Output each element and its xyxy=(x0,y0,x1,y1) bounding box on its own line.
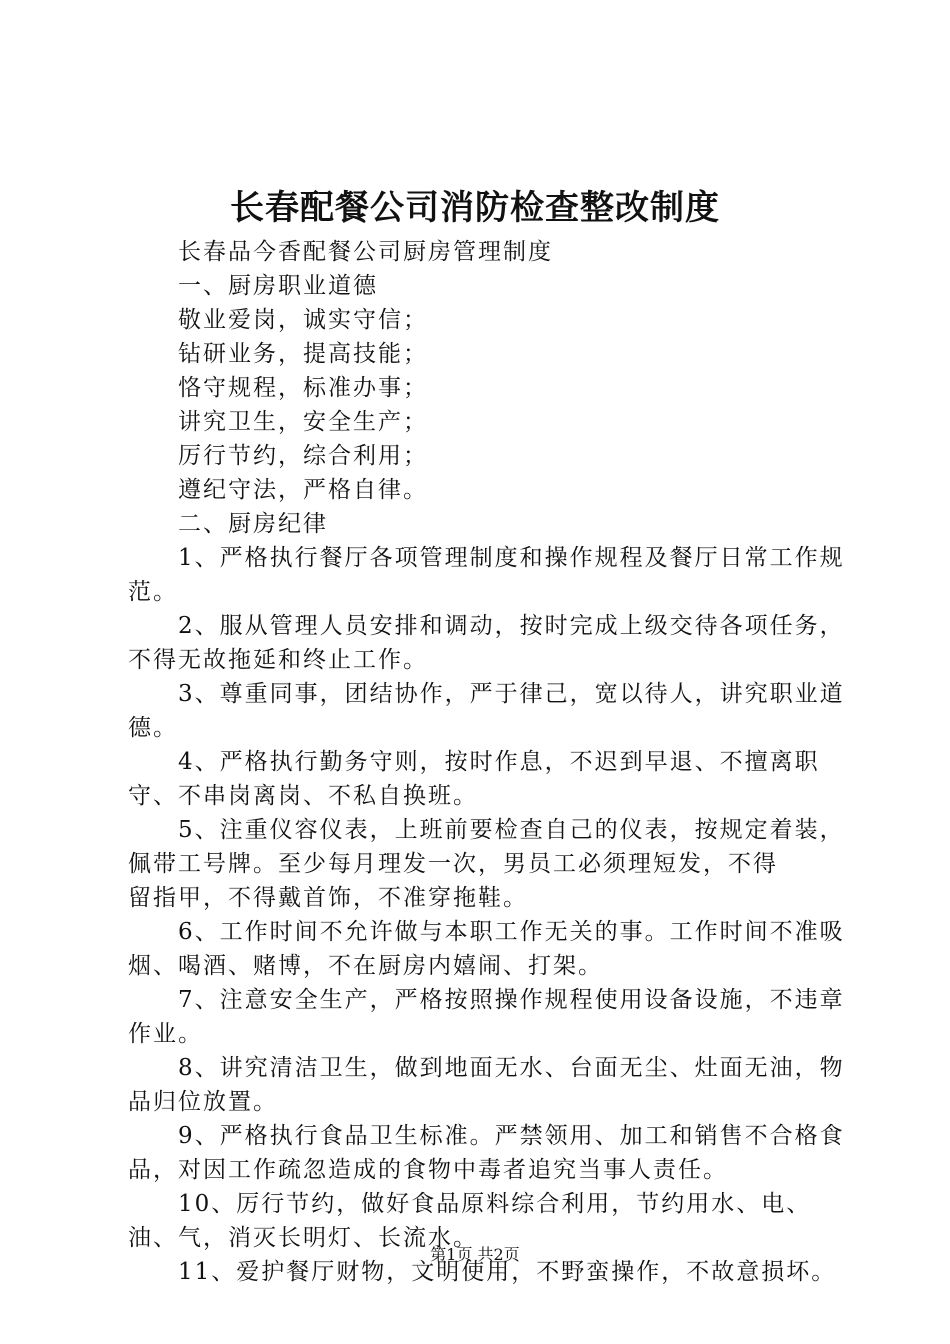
ethics-item: 厉行节约，综合利用； xyxy=(178,443,428,469)
page-footer: 第1页 共2页 xyxy=(430,1245,520,1264)
rule-item: 5、注重仪容仪表，上班前要检查自己的仪表，按规定着装，佩带工号牌。至少每月理发一次，男员工必须理短发，不得 xyxy=(128,817,845,877)
document-title: 长春配餐公司消防检查整改制度 xyxy=(230,188,720,228)
ethics-item: 敬业爱岗，诚实守信； xyxy=(178,307,428,333)
rule-item: 11、爱护餐厅财物，文明使用，不野蛮操作，不故意损坏。 xyxy=(178,1259,837,1285)
ethics-item: 遵纪守法，严格自律。 xyxy=(178,477,428,503)
ethics-item: 恪守规程，标准办事； xyxy=(178,375,428,401)
rule-item: 10、厉行节约，做好食品原料综合利用，节约用水、电、油、气，消灭长明灯、长流水。 xyxy=(128,1191,812,1251)
rule-item: 4、严格执行勤务守则，按时作息，不迟到早退、不擅离职守、不串岗离岗、不私自换班。 xyxy=(128,749,820,809)
rule-item: 8、讲究清洁卫生，做到地面无水、台面无尘、灶面无油，物品归位放置。 xyxy=(128,1055,845,1115)
rule-item: 7、注意安全生产，严格按照操作规程使用设备设施，不违章作业。 xyxy=(128,987,845,1047)
ethics-item: 钻研业务，提高技能； xyxy=(178,341,428,367)
ethics-item: 讲究卫生，安全生产； xyxy=(178,409,428,435)
section-heading-discipline: 二、厨房纪律 xyxy=(178,511,328,537)
rule-item: 6、工作时间不允许做与本职工作无关的事。工作时间不准吸烟、喝酒、赌博，不在厨房内嬉闹、打架。 xyxy=(128,919,845,979)
rule-item: 9、严格执行食品卫生标准。严禁领用、加工和销售不合格食品，对因工作疏忽造成的食物中毒者追究当事人责任。 xyxy=(128,1123,845,1183)
subtitle: 长春品今香配餐公司厨房管理制度 xyxy=(178,239,553,265)
rule-continuation: 留指甲，不得戴首饰，不准穿拖鞋。 xyxy=(128,885,528,911)
rule-item: 1、严格执行餐厅各项管理制度和操作规程及餐厅日常工作规范。 xyxy=(128,545,845,605)
section-heading-ethics: 一、厨房职业道德 xyxy=(178,273,378,299)
document-body xyxy=(128,235,848,1289)
rule-item: 2、服从管理人员安排和调动，按时完成上级交待各项任务，不得无故拖延和终止工作。 xyxy=(128,613,845,673)
rule-item: 3、尊重同事，团结协作，严于律己，宽以待人，讲究职业道德。 xyxy=(128,681,845,741)
